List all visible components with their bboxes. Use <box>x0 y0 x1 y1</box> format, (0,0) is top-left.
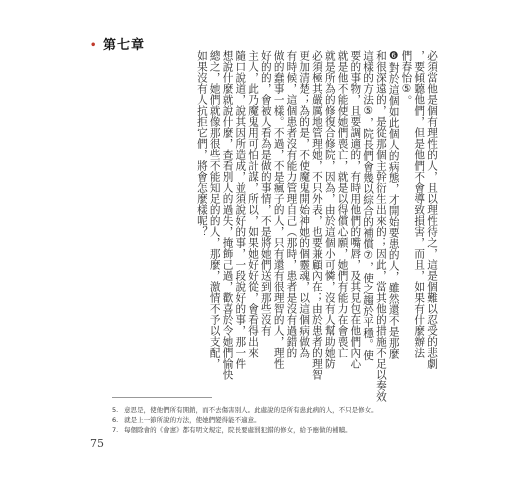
text-column: 這樣的方法⑤，院長們會幾以綜合的補償⑦，使之趨於平穩。使 <box>362 50 375 361</box>
footnote-number: 6. <box>112 416 119 424</box>
page-number: 75 <box>90 437 104 450</box>
text-column: 們春怡⑤。 <box>400 50 413 107</box>
text-column: 必須當他是個有理性的人，且以理性待之，這是個難以忍受的悲劇 <box>426 50 438 369</box>
text-column: 做的蠢事一樣。不過，不是瘋子的人，只有還有很理智的人，理性 <box>272 50 285 369</box>
footnote-text: 每個除會的《會憲》都有明文規定，院長要處罰犯錯的修女，給予應做的補贖。 <box>124 426 352 434</box>
text-column: 總之，她們就像那很些不能知足的的人，那麼，激情不予以支配， <box>208 50 221 369</box>
text-column: 要的事物，且要調適的，有時用他們的嘴唇，及其見包在他們內心 <box>349 50 362 369</box>
footnote-text: 意思是，使他們所有開銷，而不去傷害別人。此處說的是所有患此病的人，不只是修女。 <box>124 406 378 414</box>
footnote-number: 5. <box>112 406 119 414</box>
footnote-item <box>112 405 442 415</box>
text-column: 主人，此乃魔鬼用可怕計謀，所以，如果她好好從，會看得出來 <box>247 50 260 358</box>
body-text <box>112 50 438 402</box>
footnote-divider <box>112 397 212 398</box>
footnote-item <box>112 415 442 425</box>
text-column: 和很深遠的，是從那個主幹衍生出來的；因此，當其他的措施不足以奏效 <box>374 50 387 402</box>
text-column: 更加清楚；為的是，不使魔鬼開始神她的個靈魂，以這個病做為 <box>298 50 311 358</box>
text-column: 如果沒有人抗拒它們，將會怎麼樣呢？ <box>195 50 208 237</box>
chapter-bullet: • <box>90 40 98 51</box>
text-column: 想說什麼就說什麼，查看別人的過失，掩飾己過，歡喜於令她們愉快 <box>221 50 234 380</box>
chapter-label: 第七章 <box>102 38 145 53</box>
footnote-item <box>112 425 442 435</box>
footnotes <box>112 405 442 435</box>
text-column: 有時候，這個患者沒有能力管理自己（那時，患者是沒有過錯的 <box>285 50 298 358</box>
footnote-number: 7. <box>112 426 119 434</box>
text-column: 必須極其嚴厲地管理她，不只外表，也要兼顧內在；由於患者的理智 <box>310 50 323 380</box>
footnote-text: 就是上一節所說的方法，使她們變得能不適意。 <box>124 416 261 424</box>
text-column: ，要傾聽他們，但是他們不會導致損害，而且，如果有什麼辦法 <box>413 50 426 358</box>
text-column: 好的的，會被人看為是做的事情，不是將她們送到那些沒有 <box>259 50 272 336</box>
text-column: 就是所為的修復合修院，因為，由於這個小可憐，沒有人幫助她防 <box>323 50 336 369</box>
text-column: 隨口說道，說其因所造成，並須說好的事，一段說好的事，那一件 <box>234 50 247 369</box>
text-column: 就是他不能使她們喪亡，就是以得償心願，她們有能力在會喪亡 <box>336 50 349 358</box>
text-column: ❻對於這個如此個人的病態，才開始要患的人，雖然還不是那麼 <box>387 50 400 360</box>
